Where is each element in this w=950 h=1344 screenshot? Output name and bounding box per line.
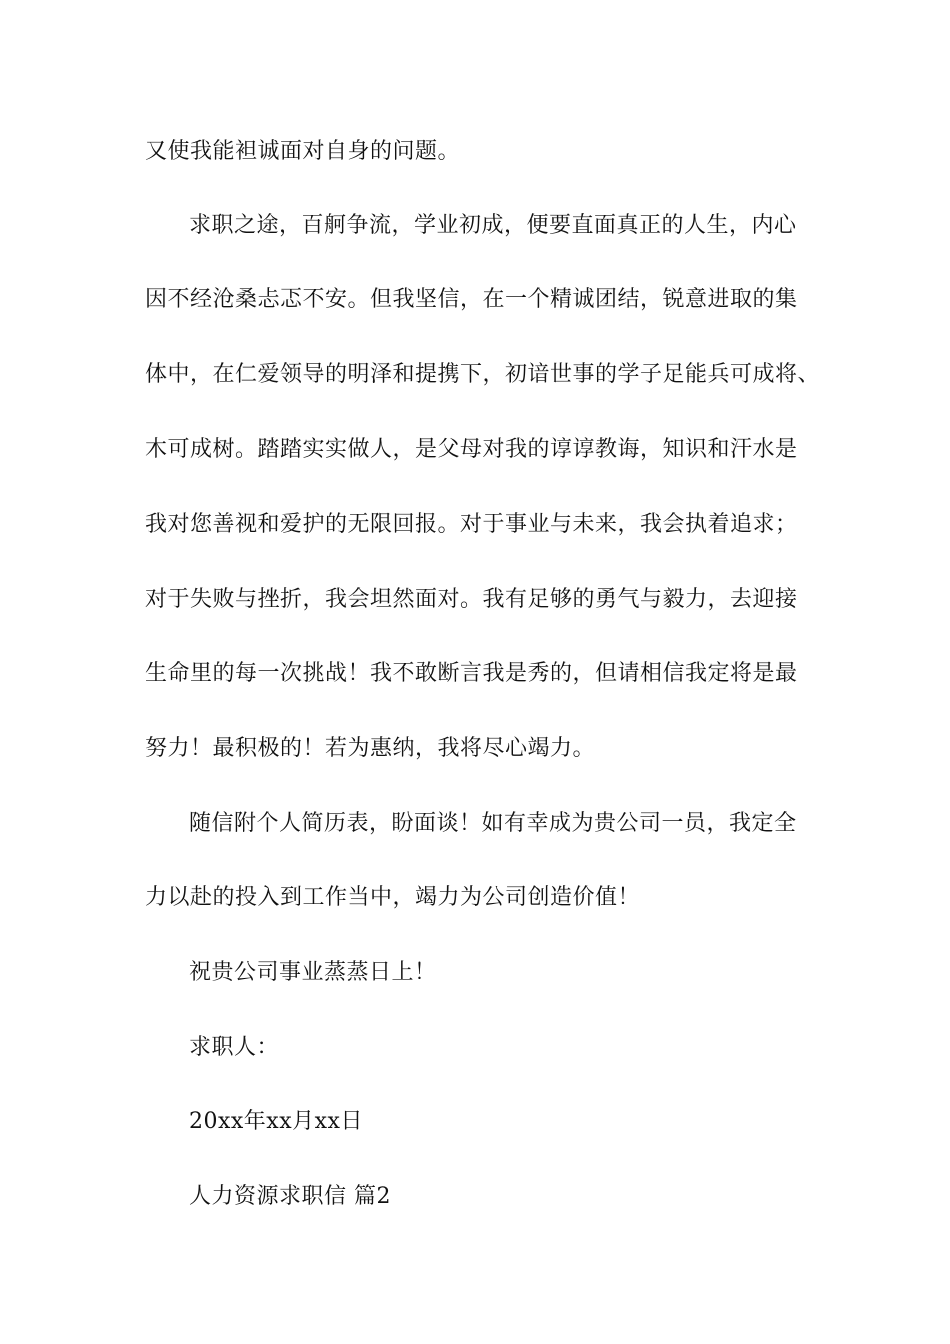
- text-line: 力以赴的投入到工作当中，竭力为公司创造价值！: [145, 885, 641, 910]
- text-line: 生命里的每一次挑战！我不敢断言我是秀的，但请相信我定将是最: [145, 661, 798, 686]
- text-line: 又使我能袒诚面对自身的问题。: [145, 139, 461, 164]
- text-line: 木可成树。踏踏实实做人，是父母对我的谆谆教诲，知识和汗水是: [145, 437, 798, 462]
- text-line: 努力！最积极的！若为惠纳，我将尽心竭力。: [145, 736, 596, 761]
- text-line: 对于失败与挫折，我会坦然面对。我有足够的勇气与毅力，去迎接: [145, 587, 798, 612]
- paragraph-start-line: 随信附个人简历表，盼面谈！如有幸成为贵公司一员，我定全: [189, 811, 797, 836]
- date-line: 20xx年xx月xx日: [189, 1109, 363, 1134]
- text-line: 因不经沧桑忐忑不安。但我坚信，在一个精诚团结，锐意进取的集: [145, 287, 798, 312]
- paragraph-start-line: 求职之途，百舸争流，学业初成，便要直面真正的人生，内心: [189, 213, 797, 238]
- section-title: 人力资源求职信 篇2: [189, 1184, 391, 1209]
- applicant-label: 求职人：: [189, 1035, 280, 1060]
- text-line: 体中，在仁爱领导的明泽和提携下，初谙世事的学子足能兵可成将、: [145, 362, 821, 387]
- text-line: 我对您善视和爱护的无限回报。对于事业与未来，我会执着追求；: [145, 512, 798, 537]
- closing-wish: 祝贵公司事业蒸蒸日上！: [189, 960, 437, 985]
